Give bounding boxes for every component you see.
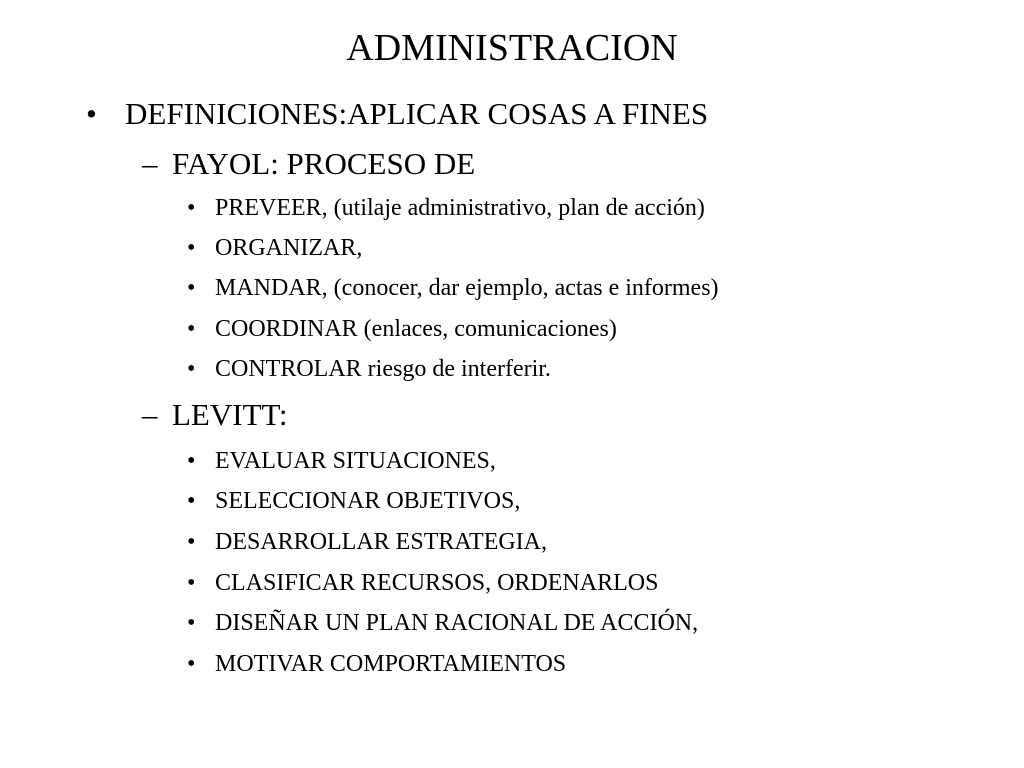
bullet-marker: • (187, 195, 196, 221)
list-item-text: ORGANIZAR, (215, 235, 363, 261)
bullet-marker: • (187, 356, 196, 382)
list-item-text: SELECCIONAR OBJETIVOS, (215, 488, 521, 514)
bullet-marker: • (187, 570, 196, 596)
list-item-text: PREVEER, (utilaje administrativo, plan de acción) (215, 195, 705, 221)
bullet-marker: • (187, 316, 196, 342)
dash-marker: – (142, 146, 158, 181)
bullet-marker: • (187, 488, 196, 514)
bullet-marker: • (86, 96, 97, 131)
list-item-text: COORDINAR (enlaces, comunicaciones) (215, 316, 617, 342)
bullet-marker: • (187, 448, 196, 474)
sub-item-text: FAYOL: PROCESO DE (172, 146, 476, 181)
list-item-text: CLASIFICAR RECURSOS, ORDENARLOS (215, 570, 659, 596)
bullet-marker: • (187, 610, 196, 636)
dash-marker: – (142, 397, 158, 432)
list-item-text: MOTIVAR COMPORTAMIENTOS (215, 651, 567, 677)
bullet-text: DEFINICIONES:APLICAR COSAS A FINES (125, 96, 709, 131)
list-item-text: DISEÑAR UN PLAN RACIONAL DE ACCIÓN, (215, 610, 699, 636)
slide-title: ADMINISTRACION (346, 27, 678, 69)
list-item-text: MANDAR, (conocer, dar ejemplo, actas e informes) (215, 275, 719, 301)
list-item-text: DESARROLLAR ESTRATEGIA, (215, 529, 548, 555)
bullet-marker: • (187, 529, 196, 555)
bullet-marker: • (187, 651, 196, 677)
bullet-marker: • (187, 275, 196, 301)
sub-item-text: LEVITT: (172, 397, 288, 432)
list-item-text: EVALUAR SITUACIONES, (215, 448, 496, 474)
list-item-text: CONTROLAR riesgo de interferir. (215, 356, 551, 382)
bullet-marker: • (187, 235, 196, 261)
